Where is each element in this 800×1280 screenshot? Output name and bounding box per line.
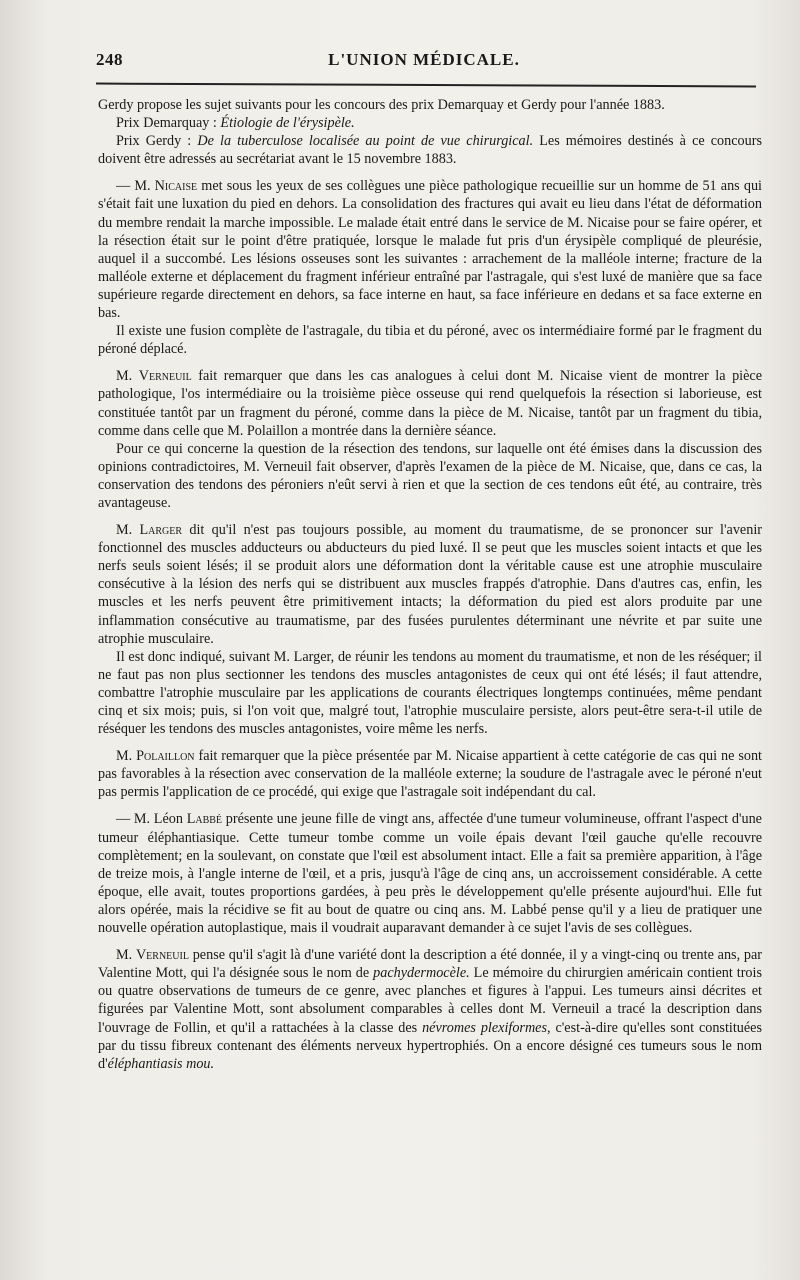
prize-subject: Étiologie de l'érysipèle. — [220, 115, 355, 132]
speaker-name: Labbé — [186, 811, 223, 828]
prize-subject: De la tuberculose localisée au point de vue chirurgical. — [197, 133, 534, 150]
paragraph-text: Les mémoires destinés à ce concours doivent être adressés au secrétariat avant le 15 novembre 1883. — [98, 133, 762, 168]
paragraph-lead: M. — [116, 368, 139, 385]
paragraph-text: pense qu'il s'agit là d'une variété dont la description a été donnée, il y a vingt-cinq ou trente ans, par Valentine Mott, qui l'a désignée sous le nom de — [98, 947, 762, 982]
paragraph-text: dit qu'il n'est pas toujours possible, au moment du traumatisme, de se prononcer sur l'avenir fonctionnel des muscles adducteurs ou abducteurs du pied luxé. Il se peut que les muscles soient intacts et que les nerfs seuls soient lésés; il se produit alors une déformation dont la véritable cause est une atrophie musculaire consécutive à la lésion des nerfs qui se distribuent aux muscles frappés d'atrophie. Dans d'autres cas, enfin, les muscles et les nerfs peuvent être primitivement intacts; la déformation du pied est alors produite par une inflammation consécutive au traumatisme, par des fusées purulentes déterminant une névrite et par suite une atrophie musculaire. — [98, 522, 762, 647]
paragraph-text: présente une jeune fille de vingt ans, affectée d'une tumeur volumineuse, offrant l'aspect d'une tumeur éléphantiasique. Cette tumeur tombe comme un voile épais devant l'œil gauche qu'elle recouvre complètement; en la soulevant, on constate que l'œil est absolument intact. Elle a fait sa première apparition, à l'âge de treize mois, à l'angle interne de l'œil, et a pris, jusqu'à l'âge de cinq ans, un accroissement considérable. A cette époque, elle avait, toutes proportions gardées, à peu près le développement qu'elle présente aujourd'hui. Elle fut alors opérée, mais la récidive se fit au bout de quatre ou cinq ans. M. Labbé pense qu'il y a lieu de pratiquer une nouvelle opération autoplastique, mais il voudrait auparavant demander à ce sujet l'avis de ses collègues. — [98, 811, 762, 937]
paragraph — [98, 810, 762, 937]
paragraph-text: , c'est-à-dire qu'elles sont constituées par du tissu fibreux contenant des éléments nerveux hypertrophiés. On a encore désigné ces tumeurs sous le nom d' — [98, 1019, 762, 1072]
paragraph — [98, 114, 762, 132]
paragraph-lead: — M. Léon — [116, 811, 187, 828]
paragraph — [98, 96, 762, 114]
paragraph-text: fait remarquer que dans les cas analogues à celui dont M. Nicaise vient de montrer la pièce pathologique, l'os intermédiaire ou la troisième pièce osseuse qui rend quelquefois la résection si laborieuse, est constituée tantôt par un fragment du péroné, comme dans la pièce de M. Nicaise, tantôt par un fragment du tibia, comme dans celle que M. Polaillon a montrée dans la dernière séance. — [98, 368, 762, 439]
paragraph — [98, 440, 762, 512]
italic-term: éléphantiasis mou. — [107, 1055, 215, 1072]
paragraph — [98, 177, 762, 322]
paragraph-text: Il est donc indiqué, suivant M. Larger, de réunir les tendons au moment du traumatisme, et non de les réséquer; il ne faut pas non plus sectionner les tendons des muscles antagonistes de ceux qui ont été lésés; il faut attendre, combattre l'atrophie musculaire par les applications de courants électriques longtemps continuées, même pendant cinq et six mois; puis, si l'on voit que, malgré tout, l'atrophie musculaire persiste, alors peut-être sera-t-il utile de réséquer les tendons des muscles antagonistes, voire même les nerfs. — [98, 648, 762, 738]
paragraph-text: Pour ce qui concerne la question de la résection des tendons, sur laquelle ont été émises dans la discussion des opinions contradictoires, M. Verneuil fait observer, d'après l'examen de la pièce de M. Nicaise, que, dans ce cas, la conservation des tendons des péroniers n'eût servi à rien et que la section de ces tendons eût été, au contraire, très avantageuse. — [98, 440, 762, 511]
prize-label: Prix Demarquay : — [116, 115, 221, 132]
article-body — [98, 96, 762, 1073]
paragraph — [98, 648, 762, 738]
speaker-name: Verneuil — [138, 368, 192, 385]
speaker-name: Nicaise — [154, 178, 198, 195]
speaker-name: Polaillon — [136, 748, 195, 765]
paragraph-text: Gerdy propose les sujet suivants pour les concours des prix Demarquay et Gerdy pour l'année 1883. — [98, 97, 665, 113]
paragraph — [98, 322, 762, 358]
paragraph — [98, 747, 762, 801]
page-header — [96, 50, 752, 84]
paragraph — [98, 367, 762, 439]
italic-term: névromes plexiformes — [422, 1019, 548, 1036]
paragraph-text: met sous les yeux de ses collègues une pièce pathologique recueillie sur un homme de 51 ans qui s'était fait une luxation du pied en dehors. La consolidation des fractures qui avait eu lieu dans l'état de déformation du membre rendait la marche impossible. Le malade était entré dans le service de M. Nicaise pour se faire opérer, et la résection était sur le point d'être pratiquée, lorsque le malade fut pris d'un érysipèle compliqué de pleurésie, auquel il a succombé. Les lésions osseuses sont les suivantes : arrachement de la malléole interne; fracture de la malléole externe et déplacement du fragment inférieur entraîné par l'astragale, qui s'est luxé de manière que sa face supérieure regarde directement en dehors, sa face interne en haut, sa face inférieure en dedans et sa face externe en bas. — [98, 178, 762, 322]
paragraph-text: Il existe une fusion complète de l'astragale, du tibia et du péroné, avec os intermédiaire formé par le fragment du péroné déplacé. — [98, 323, 762, 358]
paragraph-text: Le mémoire du chirurgien américain contient trois ou quatre observations de tumeurs de ce genre, avec planches et figures à l'appui. Les tumeurs ainsi décrites et figurées par Valentine Mott, sont absolument comparables à celles dont M. Verneuil a tracé la description dans l'ouvrage de Follin, et qu'il a rattachées à la classe des — [98, 965, 762, 1036]
paragraph-text: fait remarquer que la pièce présentée par M. Nicaise appartient à cette catégorie de cas qui ne sont pas favorables à la résection avec conservation de la malléole externe; la soudure de l'astragale avec le péroné n'eut pas permis l'application de ce procédé, qui exige que l'astragale soit indépendant du cal. — [98, 748, 762, 801]
journal-title: L'UNION MÉDICALE. — [328, 50, 520, 69]
page-number: 248 — [96, 50, 123, 69]
paragraph — [98, 132, 762, 168]
paragraph-lead: — M. — [116, 178, 155, 195]
speaker-name: Larger — [139, 522, 183, 539]
paragraph-lead: M. — [116, 748, 137, 765]
paragraph — [98, 521, 762, 648]
prize-label: Prix Gerdy : — [116, 133, 198, 150]
paragraph — [98, 946, 762, 1073]
paragraph-lead: M. — [116, 522, 140, 539]
paragraph-lead: M. — [116, 947, 136, 964]
italic-term: pachydermocèle. — [373, 965, 470, 982]
speaker-name: Verneuil — [135, 947, 189, 964]
